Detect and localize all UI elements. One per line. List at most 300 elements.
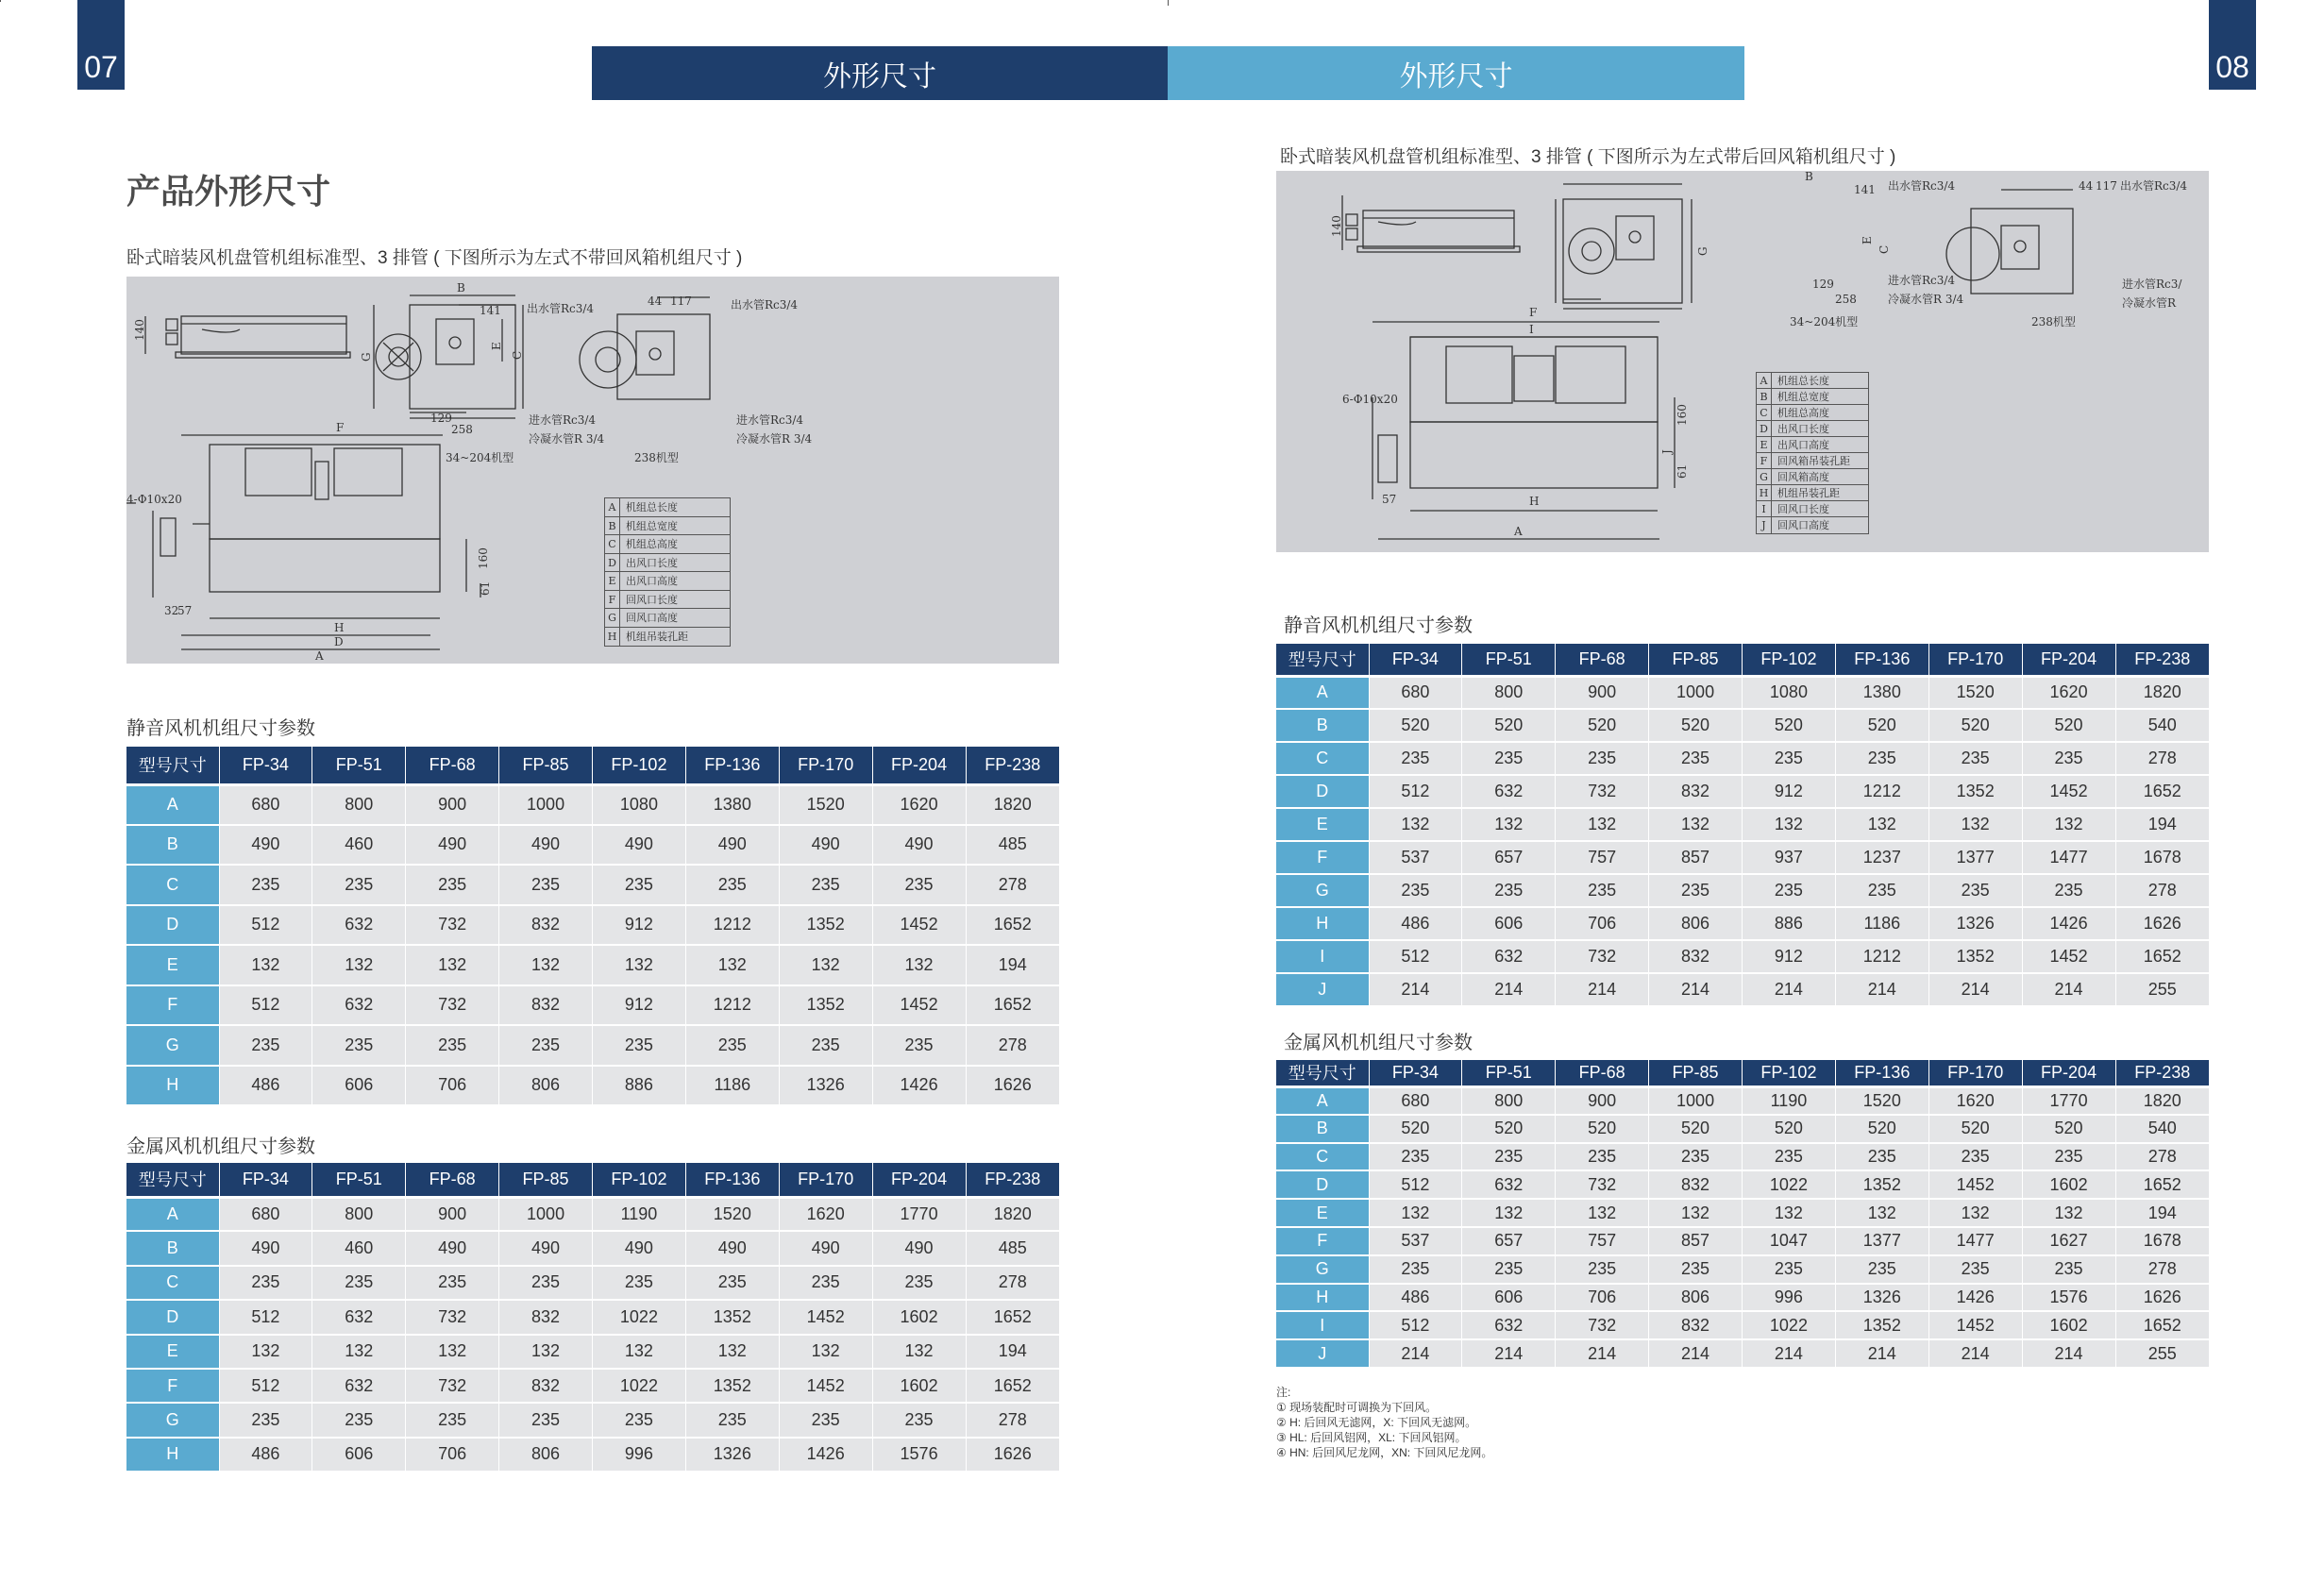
dim-label: 258 bbox=[1835, 293, 1857, 306]
table-cell: 235 bbox=[593, 1266, 686, 1300]
model-column-header: FP-204 bbox=[872, 747, 966, 784]
table-cell: 278 bbox=[2115, 1143, 2209, 1171]
table-cell: 235 bbox=[1928, 742, 2022, 775]
table-cell: 520 bbox=[1743, 1115, 1836, 1143]
legend-value: 机组吊装孔距 bbox=[1777, 487, 1840, 499]
table-cell: 832 bbox=[1649, 1311, 1743, 1339]
model-label: 238机型 bbox=[634, 451, 679, 464]
dimension-row-header: E bbox=[1276, 808, 1369, 841]
dim-label: 117 bbox=[2096, 179, 2117, 193]
model-column-header: FP-85 bbox=[499, 1163, 593, 1197]
table-cell: 235 bbox=[499, 1266, 593, 1300]
legend-row bbox=[1757, 405, 1868, 421]
table-cell: 132 bbox=[779, 945, 872, 985]
table-cell: 235 bbox=[406, 1266, 499, 1300]
note-label: 冷凝水管R 3/4 bbox=[529, 432, 605, 446]
table-cell: 235 bbox=[499, 865, 593, 905]
table-cell: 606 bbox=[1462, 907, 1556, 940]
table-cell: 1377 bbox=[1835, 1227, 1928, 1255]
table-cell: 1022 bbox=[593, 1300, 686, 1334]
dim-label: H bbox=[334, 621, 345, 634]
table-cell: 490 bbox=[406, 825, 499, 866]
page-title: 产品外形尺寸 bbox=[126, 172, 331, 210]
table-cell: 486 bbox=[219, 1438, 312, 1472]
table-cell: 214 bbox=[1928, 973, 2022, 1006]
model-column-header: FP-51 bbox=[312, 747, 406, 784]
table-cell: 214 bbox=[1556, 973, 1649, 1006]
table-cell: 485 bbox=[966, 1231, 1059, 1265]
dimension-row-header: D bbox=[126, 1300, 219, 1334]
table-cell: 1186 bbox=[685, 1066, 779, 1106]
left-dimension-diagram bbox=[126, 277, 1059, 664]
note-label: 出水管Rc3/4 bbox=[731, 298, 799, 311]
table-row bbox=[1276, 1086, 2209, 1115]
dimension-row-header: A bbox=[1276, 676, 1369, 709]
table-cell: 900 bbox=[1556, 676, 1649, 709]
legend-row bbox=[1757, 501, 1868, 517]
table-cell: 235 bbox=[779, 1025, 872, 1066]
dimension-row-header: H bbox=[1276, 1284, 1369, 1312]
dimension-row-header: G bbox=[1276, 1255, 1369, 1284]
table-cell: 278 bbox=[2115, 874, 2209, 907]
dimension-row-header: H bbox=[126, 1066, 219, 1106]
table-cell: 132 bbox=[685, 1335, 779, 1369]
table-row bbox=[126, 1300, 1059, 1334]
table-cell: 512 bbox=[219, 1300, 312, 1334]
table-cell: 1352 bbox=[685, 1300, 779, 1334]
legend-row bbox=[1757, 437, 1868, 453]
table-cell: 278 bbox=[966, 1403, 1059, 1437]
table-cell: 520 bbox=[1556, 709, 1649, 742]
table-corner-header: 型号尺寸 bbox=[126, 747, 219, 784]
table-cell: 520 bbox=[1369, 1115, 1462, 1143]
table-cell: 732 bbox=[1556, 940, 1649, 973]
dim-label: 117 bbox=[670, 295, 692, 308]
table-cell: 1477 bbox=[2022, 841, 2115, 874]
legend-value: 机组总长度 bbox=[1777, 375, 1829, 387]
table-cell: 214 bbox=[1462, 1339, 1556, 1368]
table-cell: 537 bbox=[1369, 1227, 1462, 1255]
table-cell: 520 bbox=[1835, 1115, 1928, 1143]
table-row bbox=[126, 865, 1059, 905]
table-cell: 490 bbox=[593, 1231, 686, 1265]
table-cell: 235 bbox=[1649, 1255, 1743, 1284]
table-row bbox=[126, 985, 1059, 1026]
table-cell: 132 bbox=[406, 1335, 499, 1369]
dim-label: A bbox=[1514, 525, 1523, 538]
table-cell: 235 bbox=[312, 1025, 406, 1066]
table-row bbox=[126, 1403, 1059, 1437]
legend-value: 出风口长度 bbox=[1777, 423, 1829, 435]
model-column-header: FP-102 bbox=[593, 747, 686, 784]
dim-label: 141 bbox=[480, 304, 501, 317]
legend-value: 机组总长度 bbox=[626, 501, 678, 513]
table-cell: 235 bbox=[593, 1403, 686, 1437]
table-row bbox=[1276, 1115, 2209, 1143]
table-cell: 235 bbox=[872, 1266, 966, 1300]
legend-key: F bbox=[1757, 453, 1772, 468]
table-cell: 1426 bbox=[1928, 1284, 2022, 1312]
table-cell: 132 bbox=[593, 945, 686, 985]
legend-key: G bbox=[1757, 469, 1772, 484]
footnote-item: ② H: 后回风无滤网，X: 下回风无滤网。 bbox=[1276, 1416, 1477, 1429]
legend-value: 出风口高度 bbox=[1777, 439, 1829, 451]
table-cell: 1477 bbox=[1928, 1227, 2022, 1255]
table-cell: 1620 bbox=[872, 784, 966, 825]
table-cell: 806 bbox=[499, 1438, 593, 1472]
dim-label: 61 bbox=[479, 581, 492, 596]
table-cell: 1652 bbox=[966, 905, 1059, 946]
table-cell: 214 bbox=[1835, 973, 1928, 1006]
dimension-row-header: G bbox=[126, 1025, 219, 1066]
note-label: 4-Φ10x20 bbox=[126, 493, 182, 506]
dimension-row-header: E bbox=[1276, 1199, 1369, 1227]
legend-row bbox=[1757, 389, 1868, 405]
table-cell: 606 bbox=[1462, 1284, 1556, 1312]
table-cell: 1520 bbox=[1835, 1086, 1928, 1115]
table-cell: 800 bbox=[312, 1197, 406, 1231]
table-row bbox=[126, 1335, 1059, 1369]
table-cell: 235 bbox=[1556, 1255, 1649, 1284]
table-cell: 132 bbox=[1462, 1199, 1556, 1227]
table-cell: 1326 bbox=[779, 1066, 872, 1106]
table-cell: 132 bbox=[1928, 1199, 2022, 1227]
table-cell: 900 bbox=[406, 1197, 499, 1231]
table-cell: 235 bbox=[1556, 874, 1649, 907]
table-cell: 806 bbox=[1649, 907, 1743, 940]
table-cell: 540 bbox=[2115, 1115, 2209, 1143]
table-row bbox=[1276, 841, 2209, 874]
table-cell: 1652 bbox=[2115, 775, 2209, 808]
table-cell: 1080 bbox=[1743, 676, 1836, 709]
table-cell: 706 bbox=[406, 1438, 499, 1472]
dim-label: C bbox=[1878, 244, 1891, 254]
table-cell: 512 bbox=[219, 985, 312, 1026]
table-cell: 800 bbox=[1462, 1086, 1556, 1115]
table-cell: 657 bbox=[1462, 841, 1556, 874]
table-cell: 606 bbox=[312, 1066, 406, 1106]
model-column-header: FP-85 bbox=[499, 747, 593, 784]
table-cell: 1620 bbox=[1928, 1086, 2022, 1115]
table-cell: 132 bbox=[1649, 808, 1743, 841]
table-cell: 214 bbox=[1928, 1339, 2022, 1368]
table-cell: 235 bbox=[1462, 1143, 1556, 1171]
table-cell: 490 bbox=[499, 1231, 593, 1265]
table-cell: 255 bbox=[2115, 973, 2209, 1006]
table-cell: 1452 bbox=[872, 905, 966, 946]
table-cell: 912 bbox=[593, 985, 686, 1026]
table-cell: 214 bbox=[1369, 1339, 1462, 1368]
table-cell: 900 bbox=[406, 784, 499, 825]
dim-label: 258 bbox=[451, 423, 473, 436]
table-cell: 1377 bbox=[1928, 841, 2022, 874]
dimension-row-header: H bbox=[126, 1438, 219, 1472]
table-row bbox=[126, 825, 1059, 866]
dim-label: 44 bbox=[648, 295, 663, 308]
table-cell: 132 bbox=[1928, 808, 2022, 841]
table-row bbox=[126, 1231, 1059, 1265]
dimension-row-header: B bbox=[126, 1231, 219, 1265]
table-cell: 235 bbox=[1835, 742, 1928, 775]
dimension-row-header: A bbox=[126, 784, 219, 825]
dim-label: 129 bbox=[1812, 278, 1834, 291]
note-label: 出水管Rc3/4 bbox=[1888, 179, 1956, 193]
table-cell: 886 bbox=[1743, 907, 1836, 940]
table-cell: 235 bbox=[406, 865, 499, 905]
legend-value: 出风口长度 bbox=[626, 556, 678, 569]
legend-key: B bbox=[605, 517, 620, 535]
table-cell: 194 bbox=[966, 945, 1059, 985]
table-cell: 132 bbox=[2022, 808, 2115, 841]
table-cell: 214 bbox=[1649, 973, 1743, 1006]
table-cell: 235 bbox=[779, 1266, 872, 1300]
table-cell: 214 bbox=[1649, 1339, 1743, 1368]
table-cell: 486 bbox=[219, 1066, 312, 1106]
table-cell: 996 bbox=[1743, 1284, 1836, 1312]
table-cell: 512 bbox=[1369, 1170, 1462, 1199]
table-cell: 1652 bbox=[966, 985, 1059, 1026]
table-cell: 235 bbox=[1462, 874, 1556, 907]
model-column-header: FP-170 bbox=[779, 1163, 872, 1197]
table-cell: 235 bbox=[593, 1025, 686, 1066]
table-cell: 235 bbox=[685, 1403, 779, 1437]
table-cell: 520 bbox=[1928, 709, 2022, 742]
model-column-header: FP-170 bbox=[779, 747, 872, 784]
table-cell: 1602 bbox=[872, 1369, 966, 1403]
table-row bbox=[1276, 907, 2209, 940]
table-cell: 235 bbox=[779, 1403, 872, 1437]
table-cell: 520 bbox=[1649, 709, 1743, 742]
table-row bbox=[1276, 742, 2209, 775]
table-cell: 214 bbox=[1462, 973, 1556, 1006]
table-cell: 632 bbox=[1462, 1311, 1556, 1339]
dimension-row-header: I bbox=[1276, 1311, 1369, 1339]
table-cell: 1212 bbox=[1835, 775, 1928, 808]
legend-key: J bbox=[1757, 517, 1772, 533]
table-cell: 806 bbox=[499, 1066, 593, 1106]
table-cell: 235 bbox=[1462, 1255, 1556, 1284]
dim-label: G bbox=[360, 352, 373, 362]
dimension-row-header: B bbox=[1276, 1115, 1369, 1143]
table-cell: 1820 bbox=[966, 784, 1059, 825]
dimension-row-header: C bbox=[126, 865, 219, 905]
table-cell: 632 bbox=[1462, 775, 1556, 808]
legend-row bbox=[1757, 421, 1868, 437]
table-cell: 235 bbox=[1928, 1143, 2022, 1171]
table-cell: 235 bbox=[219, 1266, 312, 1300]
table-cell: 832 bbox=[1649, 1170, 1743, 1199]
table-row bbox=[1276, 940, 2209, 973]
dimension-row-header: C bbox=[1276, 1143, 1369, 1171]
model-column-header: FP-34 bbox=[1369, 1060, 1462, 1086]
table-cell: 490 bbox=[685, 825, 779, 866]
table-cell: 1352 bbox=[1835, 1170, 1928, 1199]
table-cell: 132 bbox=[499, 945, 593, 985]
page-number-left: 07 bbox=[77, 0, 125, 90]
dimension-row-header: B bbox=[126, 825, 219, 866]
table-cell: 520 bbox=[1835, 709, 1928, 742]
dim-label: 141 bbox=[1854, 183, 1876, 196]
table-cell: 132 bbox=[219, 1335, 312, 1369]
table-cell: 490 bbox=[406, 1231, 499, 1265]
table-cell: 520 bbox=[1462, 1115, 1556, 1143]
legend-key: F bbox=[605, 591, 620, 609]
note-label: 6-Φ10x20 bbox=[1342, 393, 1398, 406]
table-cell: 512 bbox=[1369, 940, 1462, 973]
legend-row bbox=[605, 609, 730, 628]
table-cell: 132 bbox=[593, 1335, 686, 1369]
table-cell: 132 bbox=[779, 1335, 872, 1369]
dim-label: 160 bbox=[477, 547, 490, 569]
note-label: 进水管Rc3/ bbox=[2122, 278, 2182, 291]
table-cell: 1652 bbox=[966, 1300, 1059, 1334]
table-cell: 1452 bbox=[2022, 940, 2115, 973]
table-cell: 680 bbox=[219, 784, 312, 825]
table-cell: 132 bbox=[499, 1335, 593, 1369]
model-label: 34~204机型 bbox=[446, 451, 514, 464]
dimension-row-header: C bbox=[1276, 742, 1369, 775]
right-metal-table-title: 金属风机机组尺寸参数 bbox=[1284, 1033, 1473, 1053]
table-cell: 486 bbox=[1369, 1284, 1462, 1312]
table-cell: 1678 bbox=[2115, 1227, 2209, 1255]
table-cell: 857 bbox=[1649, 1227, 1743, 1255]
table-cell: 132 bbox=[312, 945, 406, 985]
table-cell: 1452 bbox=[779, 1369, 872, 1403]
table-cell: 1186 bbox=[1835, 907, 1928, 940]
footnote-head: 注: bbox=[1276, 1386, 1291, 1399]
legend-row bbox=[1757, 469, 1868, 485]
crop-mark bbox=[0, 0, 1, 2]
table-cell: 632 bbox=[312, 1369, 406, 1403]
table-cell: 520 bbox=[1462, 709, 1556, 742]
legend-row bbox=[605, 628, 730, 647]
model-column-header: FP-51 bbox=[1462, 1060, 1556, 1086]
table-cell: 1620 bbox=[2022, 676, 2115, 709]
table-cell: 132 bbox=[312, 1335, 406, 1369]
table-cell: 1000 bbox=[499, 1197, 593, 1231]
legend-key: D bbox=[1757, 421, 1772, 436]
table-cell: 886 bbox=[593, 1066, 686, 1106]
table-cell: 512 bbox=[219, 1369, 312, 1403]
table-cell: 235 bbox=[219, 1025, 312, 1066]
model-column-header: FP-136 bbox=[685, 1163, 779, 1197]
table-cell: 194 bbox=[966, 1335, 1059, 1369]
right-metal-spec-table bbox=[1276, 1060, 2209, 1369]
table-cell: 1820 bbox=[2115, 1086, 2209, 1115]
table-cell: 1426 bbox=[872, 1066, 966, 1106]
table-cell: 235 bbox=[312, 1266, 406, 1300]
table-cell: 537 bbox=[1369, 841, 1462, 874]
table-row bbox=[1276, 676, 2209, 709]
table-cell: 520 bbox=[1928, 1115, 2022, 1143]
table-cell: 235 bbox=[1649, 874, 1743, 907]
table-cell: 214 bbox=[1743, 1339, 1836, 1368]
table-cell: 1190 bbox=[593, 1197, 686, 1231]
table-row bbox=[126, 1369, 1059, 1403]
legend-row bbox=[605, 591, 730, 610]
dimension-row-header: I bbox=[1276, 940, 1369, 973]
table-cell: 235 bbox=[872, 1403, 966, 1437]
table-cell: 680 bbox=[1369, 676, 1462, 709]
legend-value: 回风口高度 bbox=[626, 612, 678, 624]
table-cell: 214 bbox=[1369, 973, 1462, 1006]
dim-label: A bbox=[315, 649, 324, 663]
table-corner-header: 型号尺寸 bbox=[1276, 1060, 1369, 1086]
note-label: 进水管Rc3/4 bbox=[1888, 274, 1956, 287]
table-row bbox=[1276, 1170, 2209, 1199]
legend-row bbox=[605, 498, 730, 517]
table-cell: 1652 bbox=[2115, 940, 2209, 973]
table-cell: 832 bbox=[1649, 940, 1743, 973]
table-row bbox=[126, 905, 1059, 946]
footnote-item: ③ HL: 后回风铝网，XL: 下回风铝网。 bbox=[1276, 1431, 1467, 1444]
table-cell: 632 bbox=[1462, 940, 1556, 973]
legend-key: H bbox=[1757, 485, 1772, 500]
table-cell: 996 bbox=[593, 1438, 686, 1472]
table-cell: 132 bbox=[1369, 808, 1462, 841]
table-cell: 235 bbox=[2022, 1255, 2115, 1284]
table-cell: 235 bbox=[2022, 874, 2115, 907]
table-cell: 235 bbox=[219, 865, 312, 905]
legend-value: 回风口长度 bbox=[626, 593, 678, 606]
table-cell: 1652 bbox=[2115, 1311, 2209, 1339]
legend-row bbox=[1757, 373, 1868, 389]
table-cell: 132 bbox=[1369, 1199, 1462, 1227]
table-cell: 486 bbox=[1369, 907, 1462, 940]
legend-value: 机组总高度 bbox=[1777, 407, 1829, 419]
header-left: 外形尺寸 bbox=[592, 46, 1168, 100]
table-row bbox=[126, 784, 1059, 825]
model-column-header: FP-85 bbox=[1649, 644, 1743, 676]
table-cell: 832 bbox=[499, 1300, 593, 1334]
model-column-header: FP-85 bbox=[1649, 1060, 1743, 1086]
table-cell: 235 bbox=[1369, 1255, 1462, 1284]
table-cell: 1576 bbox=[872, 1438, 966, 1472]
model-column-header: FP-68 bbox=[406, 747, 499, 784]
model-column-header: FP-34 bbox=[1369, 644, 1462, 676]
table-cell: 235 bbox=[2022, 742, 2115, 775]
table-cell: 1352 bbox=[779, 905, 872, 946]
table-cell: 490 bbox=[499, 825, 593, 866]
left-dimension-legend bbox=[604, 497, 731, 647]
table-row bbox=[1276, 1255, 2209, 1284]
table-cell: 520 bbox=[1649, 1115, 1743, 1143]
table-corner-header: 型号尺寸 bbox=[1276, 644, 1369, 676]
table-row bbox=[1276, 973, 2209, 1006]
dimension-row-header: D bbox=[126, 905, 219, 946]
crop-mark bbox=[1168, 0, 1169, 6]
table-cell: 490 bbox=[779, 825, 872, 866]
table-cell: 235 bbox=[312, 1403, 406, 1437]
left-quiet-spec-table bbox=[126, 747, 1059, 1106]
right-quiet-spec-table bbox=[1276, 644, 2209, 1007]
model-column-header: FP-204 bbox=[872, 1163, 966, 1197]
model-column-header: FP-34 bbox=[219, 747, 312, 784]
table-cell: 1452 bbox=[779, 1300, 872, 1334]
table-cell: 732 bbox=[1556, 1311, 1649, 1339]
model-column-header: FP-136 bbox=[685, 747, 779, 784]
note-label: 冷凝水管R 3/4 bbox=[1888, 293, 1964, 306]
table-cell: 132 bbox=[1556, 808, 1649, 841]
table-cell: 832 bbox=[499, 985, 593, 1026]
table-cell: 632 bbox=[312, 905, 406, 946]
table-cell: 132 bbox=[1743, 808, 1836, 841]
dim-label: 140 bbox=[133, 319, 146, 341]
legend-value: 回风口长度 bbox=[1777, 503, 1829, 515]
table-cell: 1000 bbox=[1649, 676, 1743, 709]
legend-key: C bbox=[1757, 405, 1772, 420]
table-cell: 857 bbox=[1649, 841, 1743, 874]
